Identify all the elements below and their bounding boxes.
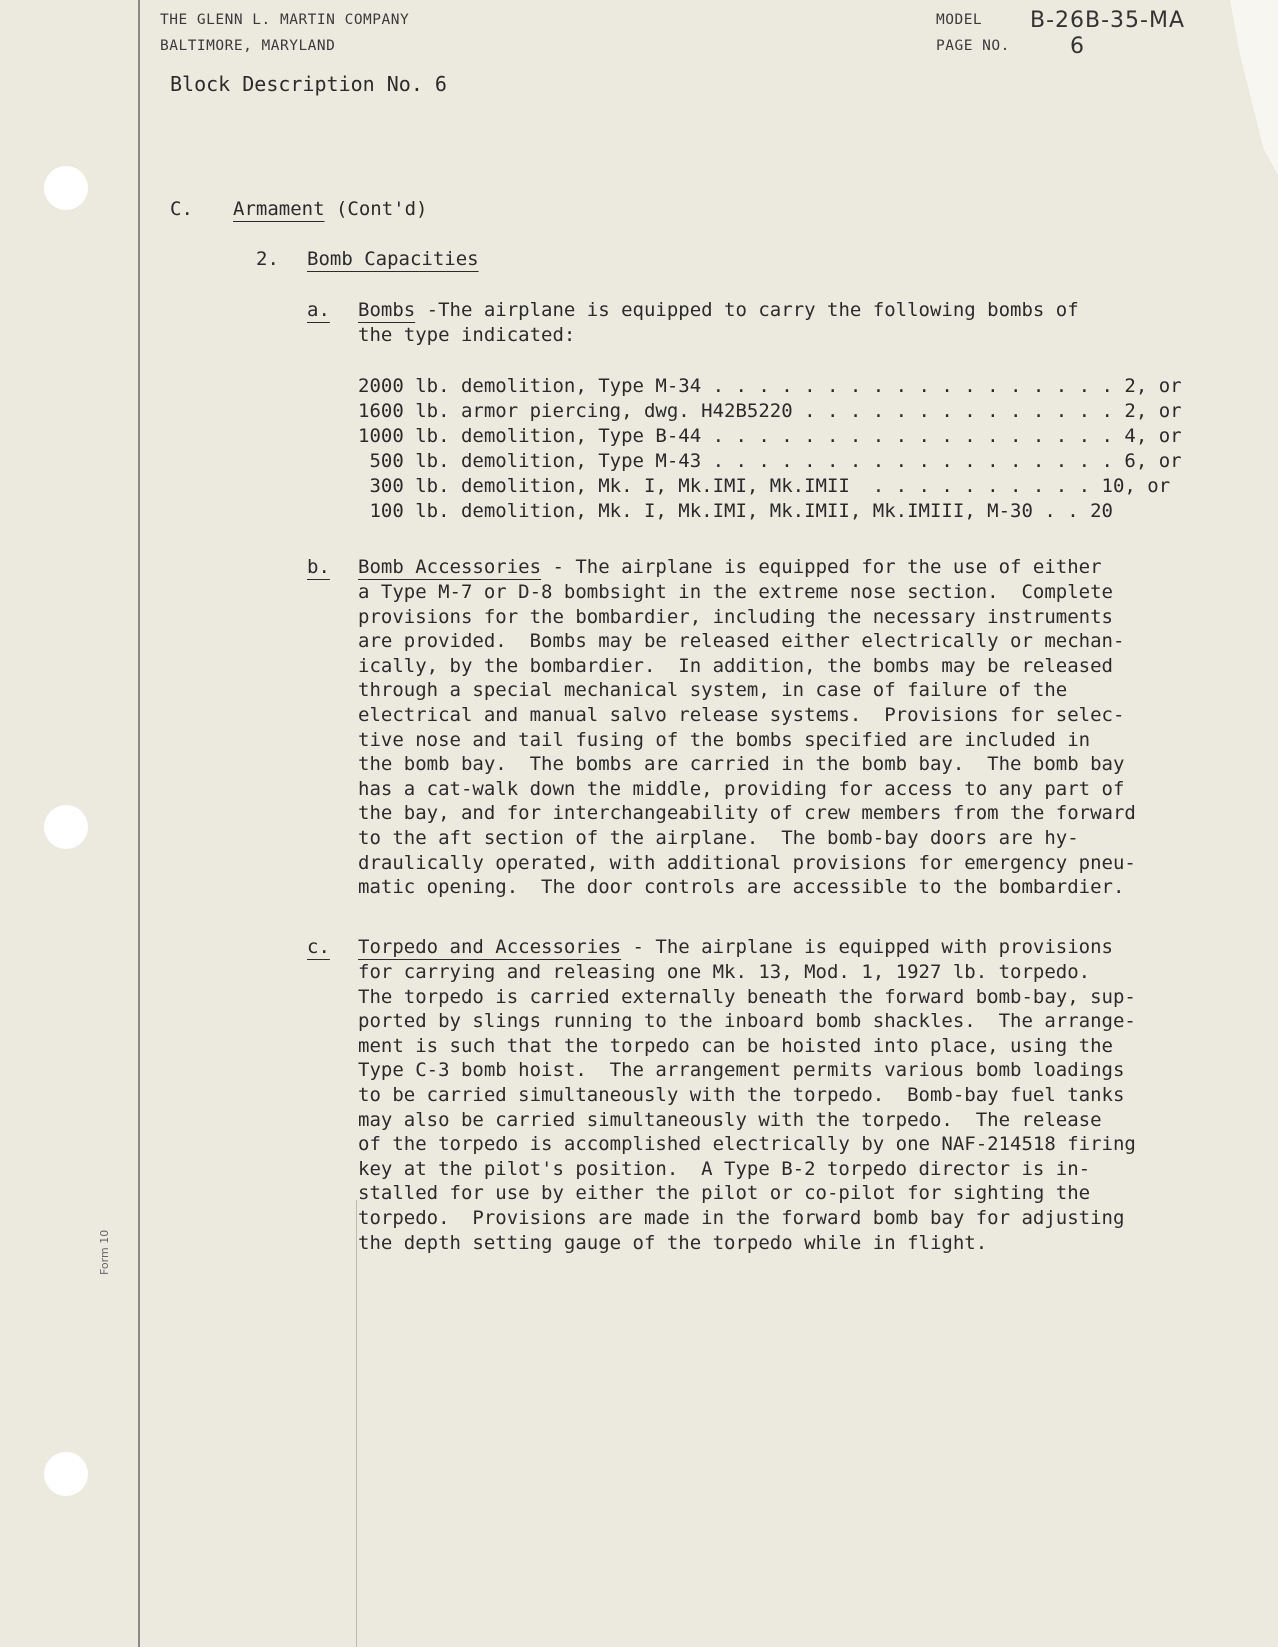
- item-b-title: Bomb Accessories: [358, 556, 542, 578]
- item-a-line-1: the type indicated:: [358, 324, 576, 346]
- subsection-number: 2.: [256, 248, 279, 270]
- item-a-line-0: -The airplane is equipped to carry the following bombs of: [415, 299, 1079, 321]
- bomb-row: 1600 lb. armor piercing, dwg. H42B5220 . . . . . . . . . . . . . . 2, or: [358, 400, 1182, 422]
- subsection-title: Bomb Capacities: [307, 248, 479, 270]
- company-name: THE GLENN L. MARTIN COMPANY: [160, 12, 410, 28]
- inner-rule: [356, 1200, 357, 1647]
- bomb-row: 2000 lb. demolition, Type M-34 . . . . . . . . . . . . . . . . . . 2, or: [358, 375, 1182, 397]
- paragraph-line: electrical and manual salvo release systems. Provisions for selec-: [358, 704, 1125, 726]
- paragraph-line: of the torpedo is accomplished electrically by one NAF-214518 firing: [358, 1133, 1136, 1156]
- paragraph-line: has a cat-walk down the middle, providing for access to any part of: [358, 777, 1125, 800]
- paragraph-line: the depth setting gauge of the torpedo while in flight.: [358, 1231, 988, 1254]
- block-title: Block Description No. 6: [170, 72, 447, 96]
- section-heading: [233, 197, 427, 222]
- paragraph-line: for carrying and releasing one Mk. 13, Mod. 1, 1927 lb. torpedo.: [358, 961, 1091, 983]
- model-label: MODEL: [936, 12, 983, 28]
- punch-hole-bottom: [44, 1452, 88, 1496]
- bomb-table: [358, 374, 1182, 524]
- paragraph-line: stalled for use by either the pilot or co-pilot for sighting the: [358, 1182, 1091, 1205]
- paragraph-line: to be carried simultaneously with the torpedo. Bomb-bay fuel tanks: [358, 1084, 1125, 1106]
- item-a-letter: a.: [307, 299, 330, 321]
- paragraph-line: provisions for the bombardier, including the necessary instruments: [358, 605, 1113, 628]
- paragraph-line: a Type M-7 or D-8 bombsight in the extreme nose section. Complete: [358, 581, 1113, 603]
- item-c-title: Torpedo and Accessories: [358, 936, 622, 958]
- paragraph-line: the bomb bay. The bombs are carried in the bomb bay. The bomb bay: [358, 753, 1125, 776]
- margin-rule: [138, 0, 140, 1647]
- page-number: 6: [1070, 34, 1085, 59]
- item-b-first-line: [358, 555, 1102, 580]
- section-title: Armament: [233, 198, 325, 220]
- paragraph-line: Type C-3 bomb hoist. The arrangement permits various bomb loadings: [358, 1059, 1125, 1082]
- bomb-row: 100 lb. demolition, Mk. I, Mk.IMI, Mk.IMII, Mk.IMIII, M-30 . . 20: [358, 500, 1113, 522]
- paragraph-line: draulically operated, with additional provisions for emergency pneu-: [358, 851, 1136, 874]
- paragraph-line: the bay, and for interchangeability of crew members from the forward: [358, 802, 1136, 825]
- paragraph-line: ment is such that the torpedo can be hoisted into place, using the: [358, 1034, 1113, 1057]
- paragraph-line: are provided. Bombs may be released either electrically or mechan-: [358, 630, 1125, 653]
- item-b-first-line-rest: - The airplane is equipped for the use of either: [541, 556, 1102, 578]
- item-a-title: Bombs: [358, 299, 416, 321]
- item-c-first-line: [358, 935, 1113, 960]
- item-b-letter: b.: [307, 556, 330, 578]
- section-title-suffix: (Cont'd): [335, 198, 428, 220]
- paragraph-line: tive nose and tail fusing of the bombs specified are included in: [358, 728, 1091, 751]
- item-c-letter: c.: [307, 936, 330, 958]
- paragraph-line: ically, by the bombardier. In addition, the bombs may be released: [358, 654, 1113, 677]
- paragraph-line: torpedo. Provisions are made in the forward bomb bay for adjusting: [358, 1207, 1125, 1229]
- paragraph-line: key at the pilot's position. A Type B-2 torpedo director is in-: [358, 1157, 1091, 1180]
- punch-hole-middle: [44, 805, 88, 849]
- form-number-label: Form 10: [98, 1229, 111, 1275]
- bomb-row: 300 lb. demolition, Mk. I, Mk.IMI, Mk.IMII . . . . . . . . . . 10, or: [358, 475, 1171, 497]
- paragraph-line: The torpedo is carried externally beneath the forward bomb-bay, sup-: [358, 985, 1136, 1008]
- page-label: PAGE NO.: [936, 38, 1010, 54]
- company-location: BALTIMORE, MARYLAND: [160, 38, 336, 54]
- item-a-first-line: [358, 298, 1079, 323]
- punch-hole-top: [44, 166, 88, 210]
- bomb-row: 500 lb. demolition, Type M-43 . . . . . . . . . . . . . . . . . . 6, or: [358, 450, 1182, 472]
- paragraph-line: through a special mechanical system, in case of failure of the: [358, 679, 1068, 702]
- model-value: B-26B-35-MA: [1030, 8, 1186, 33]
- paragraph-line: may also be carried simultaneously with the torpedo. The release: [358, 1108, 1102, 1131]
- paragraph-line: to the aft section of the airplane. The bomb-bay doors are hy-: [358, 827, 1079, 849]
- section-letter: C.: [170, 198, 193, 220]
- item-c-first-line-rest: - The airplane is equipped with provisions: [621, 936, 1113, 958]
- paragraph-line: ported by slings running to the inboard bomb shackles. The arrange-: [358, 1010, 1136, 1033]
- folded-corner: [1230, 0, 1278, 175]
- bomb-row: 1000 lb. demolition, Type B-44 . . . . . . . . . . . . . . . . . . 4, or: [358, 425, 1182, 447]
- paragraph-line: matic opening. The door controls are accessible to the bombardier.: [358, 876, 1125, 899]
